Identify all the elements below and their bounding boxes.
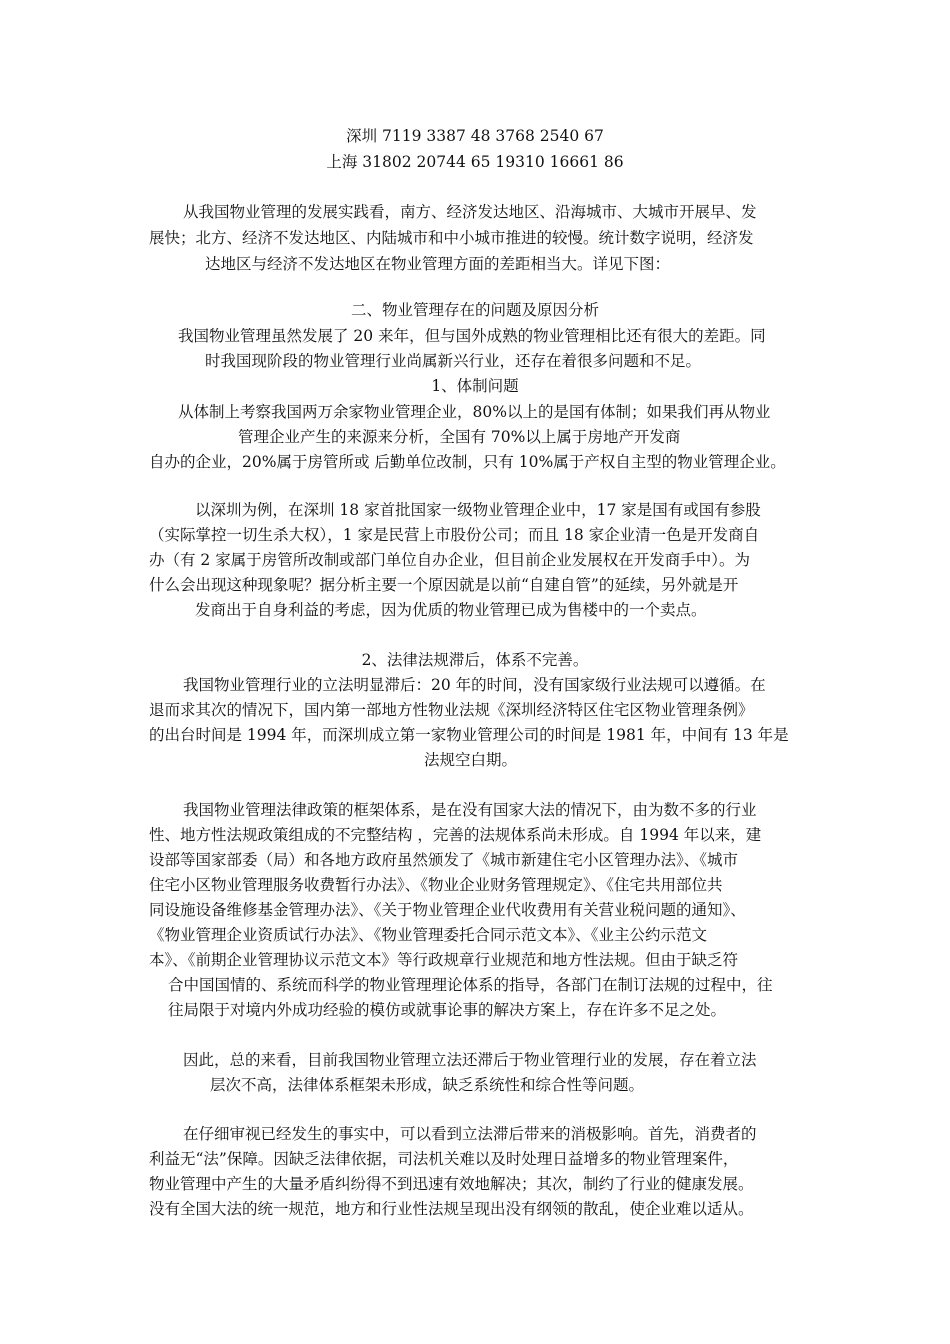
paragraph-line: 我国物业管理行业的立法明显滞后：20 年的时间，没有国家级行业法规可以遵循。在 [183, 676, 766, 694]
paragraph-line: 物业管理中产生的大量矛盾纠纷得不到迅速有效地解决；其次，制约了行业的健康发展。 [149, 1175, 754, 1193]
paragraph-line: 在仔细审视已经发生的事实中，可以看到立法滞后带来的消极影响。首先，消费者的 [183, 1125, 757, 1143]
paragraph-line: 发商出于自身利益的考虑，因为优质的物业管理已成为售楼中的一个卖点。 [195, 601, 707, 619]
paragraph-line: 同设施设备维修基金管理办法》、《关于物业管理企业代收费用有关营业税问题的通知》、 [149, 901, 746, 919]
paragraph-line: 合中国国情的、系统而科学的物业管理理论体系的指导，各部门在制订法规的过程中，往 [168, 976, 773, 994]
paragraph-line: 《物业管理企业资质试行办法》、《物业管理委托合同示范文本》、《业主公约示范文 [149, 926, 708, 944]
subsection-heading: 2、法律法规滞后，体系不完善。 [361, 651, 589, 669]
paragraph-line: 利益无“法”保障。因缺乏法律依据，司法机关难以及时处理日益增多的物业管理案件， [149, 1150, 739, 1168]
stats-row-shenzhen: 深圳 7119 3387 48 3768 2540 67 [346, 127, 604, 145]
paragraph-line: 因此，总的来看，目前我国物业管理立法还滞后于物业管理行业的发展，存在着立法 [183, 1051, 757, 1069]
paragraph-line: 自办的企业，20%属于房管所或 后勤单位改制，只有 10%属于产权自主型的物业管理企业。 [149, 453, 786, 471]
paragraph-line: 展快；北方、经济不发达地区、内陆城市和中小城市推进的较慢。统计数字说明，经济发 [149, 229, 754, 247]
stats-row-shanghai: 上海 31802 20744 65 19310 16661 86 [326, 153, 624, 171]
paragraph-line: 从我国物业管理的发展实践看，南方、经济发达地区、沿海城市、大城市开展早、发 [183, 203, 757, 221]
paragraph-line: 管理企业产生的来源来分析，全国有 70%以上属于房地产开发商 [238, 428, 681, 446]
paragraph-line: 我国物业管理虽然发展了 20 来年，但与国外成熟的物业管理相比还有很大的差距。同 [178, 327, 766, 345]
section-heading: 二、物业管理存在的问题及原因分析 [350, 301, 599, 319]
paragraph-line: 时我国现阶段的物业管理行业尚属新兴行业，还存在着很多问题和不足。 [205, 352, 702, 370]
paragraph-line: 性、地方性法规政策组成的不完整结构 ，完善的法规体系尚未形成。自 1994 年以来，建 [149, 826, 762, 844]
paragraph-line: 以深圳为例，在深圳 18 家首批国家一级物业管理企业中，17 家是国有或国有参股 [195, 501, 761, 519]
paragraph-line: 的出台时间是 1994 年，而深圳成立第一家物业管理公司的时间是 1981 年，中间有 13 年是 [149, 726, 789, 744]
paragraph-line: 设部等国家部委（局）和各地方政府虽然颁发了《城市新建住宅小区管理办法》、《城市 [149, 851, 739, 869]
paragraph-line: 层次不高，法律体系框架未形成，缺乏系统性和综合性等问题。 [210, 1076, 645, 1094]
paragraph-line: 什么会出现这种现象呢？据分析主要一个原因就是以前“自建自管”的延续，另外就是开 [149, 576, 739, 594]
paragraph-line: 法规空白期。 [424, 751, 518, 769]
paragraph-line: 没有全国大法的统一规范，地方和行业性法规呈现出没有纲领的散乱，使企业难以适从。 [149, 1200, 754, 1218]
paragraph-line: 退而求其次的情况下，国内第一部地方性物业法规《深圳经济特区住宅区物业管理条例》 [149, 701, 754, 719]
paragraph-line: 办（有 2 家属于房管所改制或部门单位自办企业，但目前企业发展权在开发商手中）。为 [149, 551, 750, 569]
paragraph-line: 本》、《前期企业管理协议示范文本》等行政规章行业规范和地方性法规。但由于缺乏符 [149, 951, 739, 969]
paragraph-line: 我国物业管理法律政策的框架体系，是在没有国家大法的情况下，由为数不多的行业 [183, 801, 757, 819]
paragraph-line: 从体制上考察我国两万余家物业管理企业，80%以上的是国有体制；如果我们再从物业 [178, 403, 771, 421]
paragraph-line: （实际掌控一切生杀大权），1 家是民营上市股份公司；而且 18 家企业清一色是开发商自 [149, 526, 760, 544]
paragraph-line: 达地区与经济不发达地区在物业管理方面的差距相当大。详见下图： [205, 255, 671, 273]
paragraph-line: 往局限于对境内外成功经验的模仿或就事论事的解决方案上，存在许多不足之处。 [168, 1001, 727, 1019]
subsection-heading: 1、体制问题 [431, 377, 519, 395]
paragraph-line: 住宅小区物业管理服务收费暂行办法》、《物业企业财务管理规定》、《住宅共用部位共 [149, 876, 723, 894]
